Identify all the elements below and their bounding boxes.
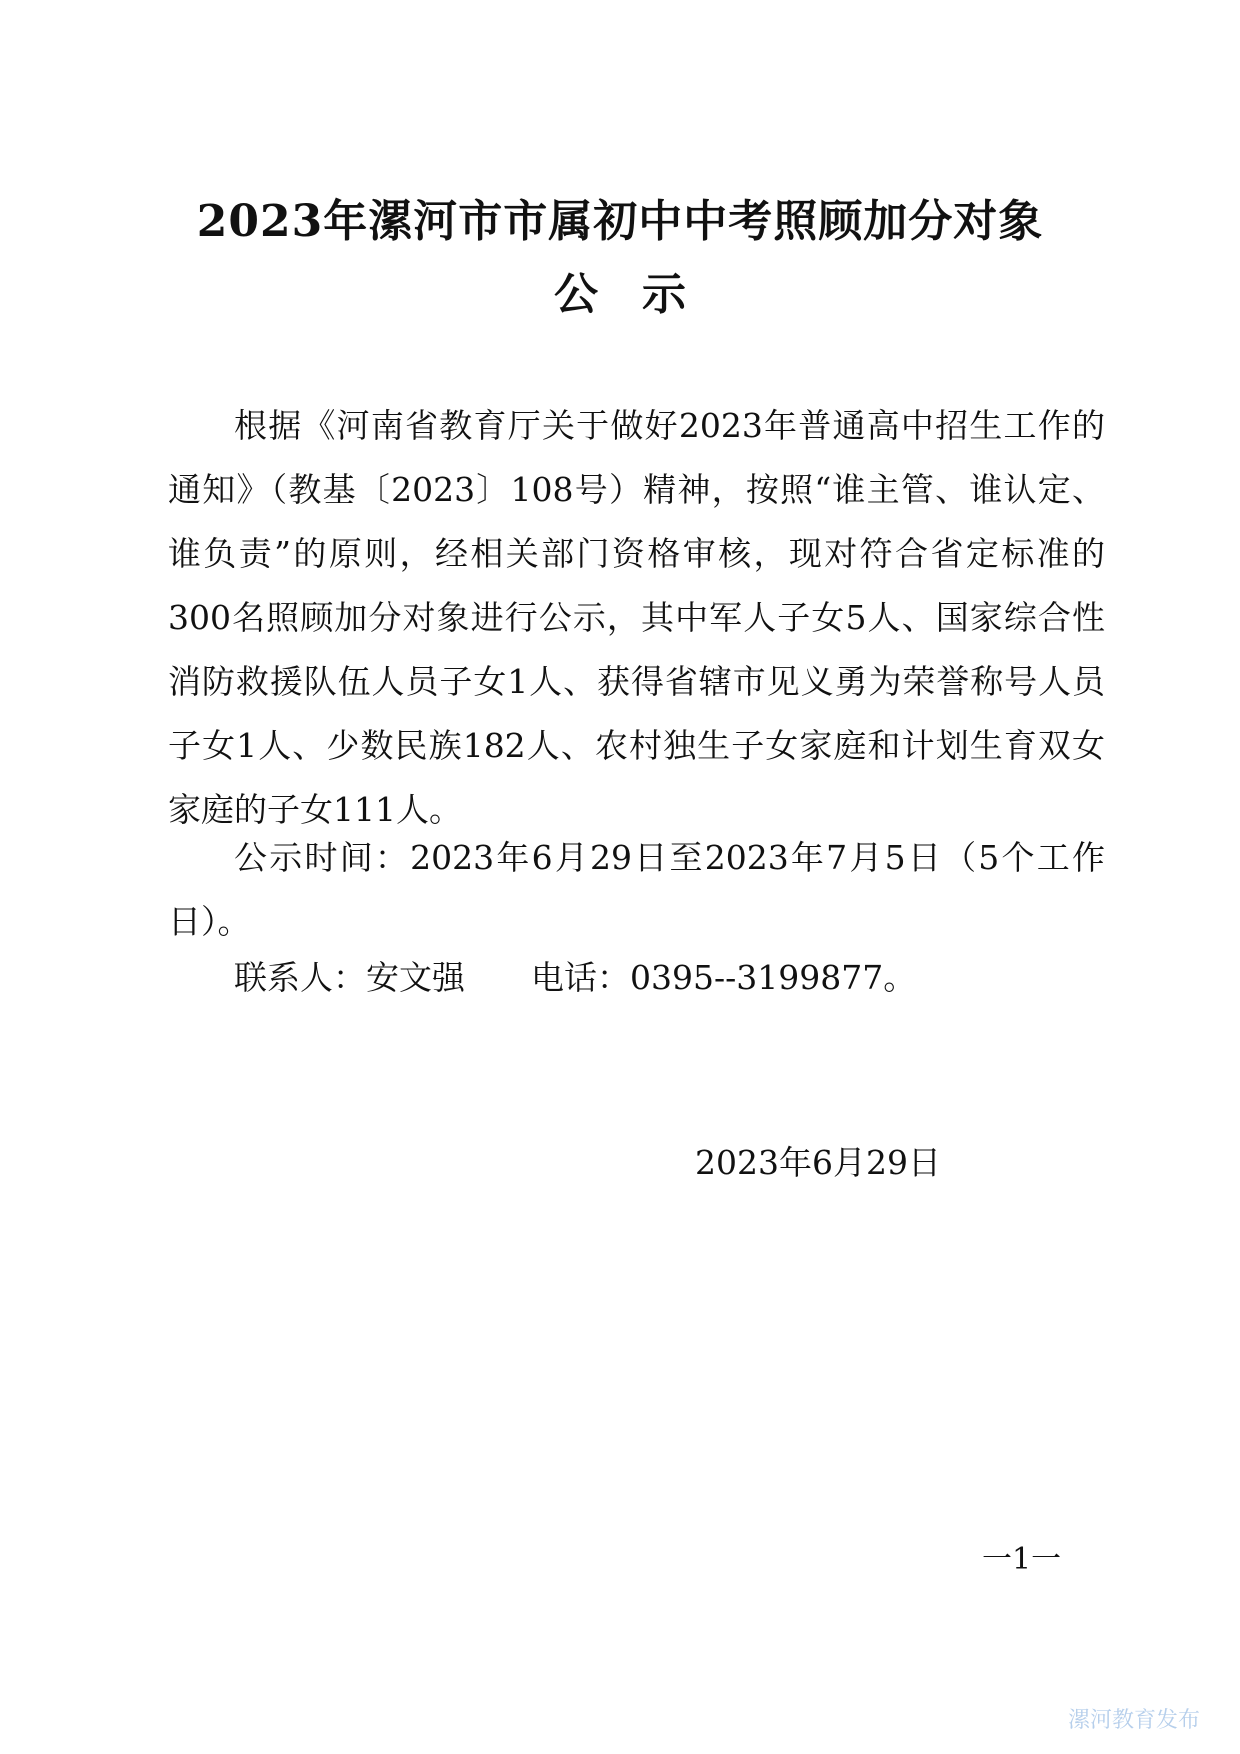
- subtitle-char-2: 示: [642, 269, 686, 320]
- main-paragraph: [168, 394, 1105, 842]
- period-paragraph-text: 公示时间：2023年6月29日至2023年7月5日（5个工作日）。: [168, 838, 1105, 941]
- contact-paragraph: [168, 946, 1105, 1010]
- document-title: 2023年漯河市市属初中中考照顾加分对象: [196, 196, 1044, 247]
- main-paragraph-text: 根据《河南省教育厅关于做好2023年普通高中招生工作的通知》（教基〔2023〕108号）精神，按照“谁主管、谁认定、谁负责”的原则，经相关部门资格审核，现对符合省定标准的300名照顾加分对象进行公示，其中军人子女5人、国家综合性消防救援队伍人员子女1人、获得省辖市见义勇为荣誉称号人员子女1人、少数民族182人、农村独生子女家庭和计划生育双女家庭的子女111人。: [168, 406, 1105, 829]
- document-subtitle: [0, 267, 1240, 323]
- contact-paragraph-text: 联系人：安文强 电话：0395--3199877。: [234, 958, 917, 997]
- subtitle-char-1: 公: [554, 269, 598, 320]
- page-number: 一1一: [982, 1542, 1062, 1577]
- signature-date: 2023年6月29日: [695, 1143, 941, 1182]
- period-paragraph: [168, 826, 1105, 954]
- watermark-text: 漯河教育发布: [1068, 1708, 1201, 1733]
